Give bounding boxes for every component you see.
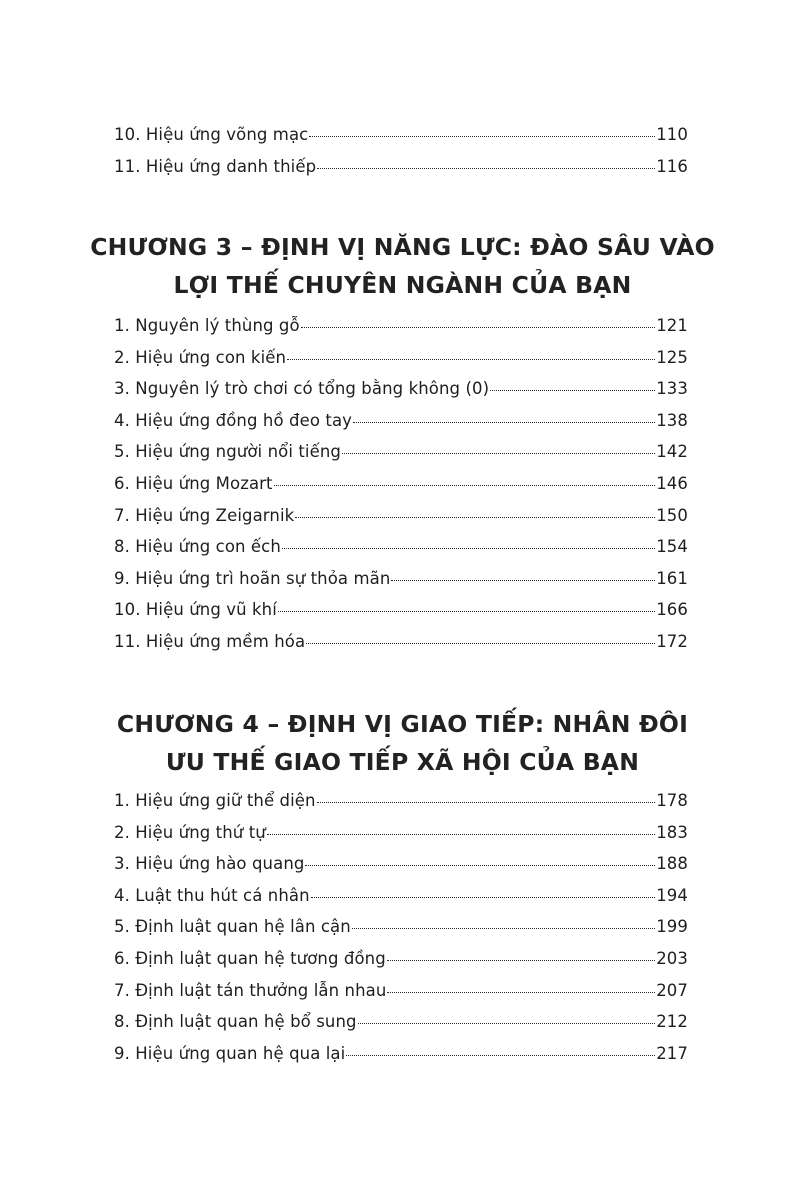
chapter-heading-line: LỢI THẾ CHUYÊN NGÀNH CỦA BẠN [173,271,632,299]
toc-entry-title: 6. Hiệu ứng Mozart [114,473,273,493]
dot-leader [353,422,655,423]
toc-entry [114,569,688,601]
dot-leader [278,611,655,612]
toc-entry [114,348,688,380]
dot-leader [267,834,655,835]
dot-leader [317,168,655,169]
toc-entry [114,316,688,348]
toc-entry-title: 10. Hiệu ứng vũ khí [114,600,277,620]
toc-entry [114,411,688,443]
toc-entry-title: 10. Hiệu ứng võng mạc [114,125,309,144]
toc-entry-page-number: 166 [656,600,688,620]
dot-leader [305,865,655,866]
chapter-heading-line: CHƯƠNG 4 – ĐỊNH VỊ GIAO TIẾP: NHÂN ĐÔI [116,710,689,738]
toc-entry [114,981,688,1013]
dot-leader [287,359,655,360]
toc-entry-page-number: 217 [656,1043,688,1063]
toc-entry [114,1044,688,1076]
toc-entry [114,537,688,569]
dot-leader [317,802,656,803]
toc-entry-title: 6. Định luật quan hệ tương đồng [114,948,386,968]
toc-entry-page-number: 199 [656,917,688,937]
toc-entry-page-number: 146 [656,473,688,493]
toc-entry-title: 4. Luật thu hút cá nhân [114,885,310,905]
toc-entry-page-number: 138 [656,410,688,430]
toc-entry [114,949,688,981]
toc-entry-title: 9. Hiệu ứng quan hệ qua lại [114,1043,346,1063]
toc-entry [114,600,688,632]
dot-leader [311,897,656,898]
toc-entry-page-number: 154 [656,537,688,557]
toc-entry-title: 5. Hiệu ứng người nổi tiếng [114,442,341,462]
toc-entry-title: 9. Hiệu ứng trì hoãn sự thỏa mãn [114,568,391,588]
dot-leader [274,485,656,486]
toc-entry [114,917,688,949]
toc-entry-title: 2. Hiệu ứng con kiến [114,347,287,367]
chapter-heading-line: ƯU THẾ GIAO TIẾP XÃ HỘI CỦA BẠN [165,748,640,776]
dot-leader [282,548,655,549]
dot-leader [301,327,656,328]
toc-entry-title: 4. Hiệu ứng đồng hồ đeo tay [114,410,353,430]
toc-entry-page-number: 150 [656,505,688,525]
toc-entry [114,886,688,918]
dot-leader [391,580,655,581]
toc-entry-page-number: 203 [656,948,688,968]
toc-entry-page-number: 188 [656,854,688,874]
toc-entry-title: 5. Định luật quan hệ lân cận [114,917,351,937]
toc-entry-page-number: 207 [656,980,688,1000]
toc-entry [114,157,688,189]
dot-leader [387,992,655,993]
toc-entry [114,379,688,411]
toc-entry [114,854,688,886]
toc-entry [114,474,688,506]
toc-list-chapter-4 [114,791,688,1075]
toc-entry [114,1012,688,1044]
chapter-4-heading [60,705,745,781]
toc-entry-title: 3. Hiệu ứng hào quang [114,854,305,874]
toc-entry-page-number: 110 [656,125,688,144]
toc-entry-page-number: 172 [656,631,688,651]
dot-leader [346,1055,655,1056]
toc-entry-page-number: 212 [656,1012,688,1032]
toc-entry-page-number: 116 [656,156,688,176]
toc-entry-page-number: 121 [656,316,688,335]
toc-entry-title: 7. Hiệu ứng Zeigarnik [114,505,295,525]
dot-leader [490,390,655,391]
toc-entry-page-number: 183 [656,822,688,842]
toc-entry-title: 1. Hiệu ứng giữ thể diện [114,791,316,810]
dot-leader [352,928,655,929]
dot-leader [295,517,655,518]
toc-entry [114,506,688,538]
toc-entry [114,632,688,664]
chapter-3-heading [60,228,745,304]
toc-entry [114,791,688,823]
dot-leader [358,1023,656,1024]
dot-leader [306,643,655,644]
toc-entry-title: 1. Nguyên lý thùng gỗ [114,316,300,335]
toc-entry-title: 3. Nguyên lý trò chơi có tổng bằng không (0) [114,379,490,399]
toc-entry-page-number: 178 [656,791,688,810]
chapter-heading-line: CHƯƠNG 3 – ĐỊNH VỊ NĂNG LỰC: ĐÀO SÂU VÀO [90,233,715,261]
toc-entry-page-number: 142 [656,442,688,462]
toc-entry [114,823,688,855]
dot-leader [342,453,655,454]
toc-list-continued [114,125,688,188]
dot-leader [387,960,655,961]
toc-entry-page-number: 161 [656,568,688,588]
toc-entry-title: 8. Hiệu ứng con ếch [114,537,281,557]
toc-entry-page-number: 194 [656,885,688,905]
toc-entry-title: 11. Hiệu ứng mềm hóa [114,631,306,651]
toc-entry-page-number: 125 [656,347,688,367]
toc-entry-page-number: 133 [656,379,688,399]
toc-entry-title: 8. Định luật quan hệ bổ sung [114,1012,357,1032]
toc-entry [114,125,688,157]
toc-entry [114,442,688,474]
dot-leader [309,136,655,137]
toc-list-chapter-3 [114,316,688,664]
toc-entry-title: 11. Hiệu ứng danh thiếp [114,156,317,176]
toc-entry-title: 7. Định luật tán thưởng lẫn nhau [114,980,387,1000]
toc-entry-title: 2. Hiệu ứng thứ tự [114,822,266,842]
